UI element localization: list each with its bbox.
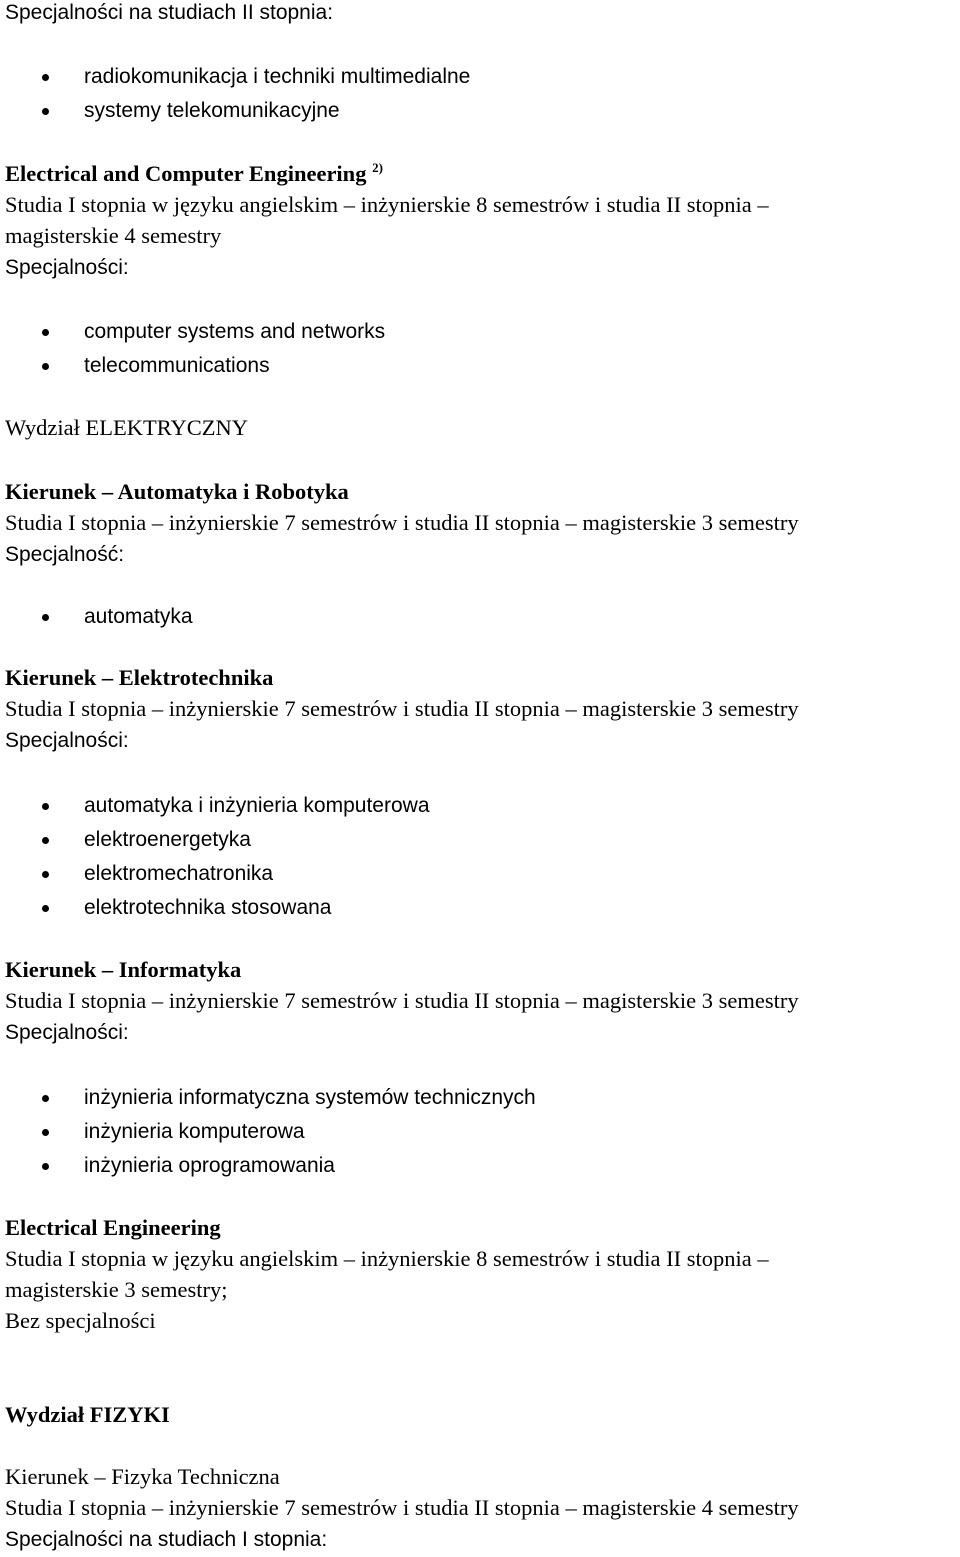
- faculty-heading: Wydział ELEKTRYCZNY: [5, 415, 248, 440]
- list-item: elektromechatronika: [84, 862, 274, 885]
- spec-heading: Specjalność:: [5, 543, 125, 566]
- bullet-icon: [42, 1163, 49, 1170]
- bullet-icon: [42, 363, 49, 370]
- list-item: elektrotechnika stosowana: [84, 896, 332, 919]
- list-item: telecommunications: [84, 354, 270, 377]
- study-info-line: Studia I stopnia – inżynierskie 7 semestrów i studia II stopnia – magisterskie 3 semestry: [5, 510, 799, 535]
- section-title-elektrotechnika: Kierunek – Elektrotechnika: [5, 665, 274, 690]
- bullet-icon: [42, 329, 49, 336]
- list-item: systemy telekomunikacyjne: [84, 99, 340, 122]
- spec-heading: Specjalności:: [5, 1021, 129, 1044]
- list-item: automatyka i inżynieria komputerowa: [84, 794, 430, 817]
- list-item: computer systems and networks: [84, 320, 386, 343]
- study-info-line: Studia I stopnia w języku angielskim – inżynierskie 8 semestrów i studia II stopnia –: [5, 1246, 769, 1271]
- section-title-ft: Kierunek – Fizyka Techniczna: [5, 1464, 280, 1489]
- spec2-heading: Specjalności na studiach II stopnia:: [5, 1, 334, 24]
- section-title-ece: Electrical and Computer Engineering $^{2)}$: [5, 160, 383, 186]
- bullet-icon: [42, 1095, 49, 1102]
- list-item: inżynieria informatyczna systemów technicznych: [84, 1086, 536, 1109]
- spec-heading: Specjalności:: [5, 729, 129, 752]
- list-item: automatyka: [84, 605, 193, 628]
- bullet-icon: [42, 837, 49, 844]
- study-info-line: Studia I stopnia – inżynierskie 7 semestrów i studia II stopnia – magisterskie 3 semestry: [5, 988, 799, 1013]
- section-title-ee: Electrical Engineering: [5, 1215, 221, 1240]
- spec-heading: Specjalności:: [5, 256, 129, 279]
- study-info-line: magisterskie 3 semestry;: [5, 1277, 228, 1302]
- spec-heading: Specjalności na studiach I stopnia:: [5, 1528, 328, 1551]
- bullet-icon: [42, 1129, 49, 1136]
- bullet-icon: [42, 614, 49, 621]
- study-info-line: Studia I stopnia – inżynierskie 7 semestrów i studia II stopnia – magisterskie 3 semestry: [5, 696, 799, 721]
- list-item: inżynieria oprogramowania: [84, 1154, 335, 1177]
- study-info-line: Studia I stopnia – inżynierskie 7 semestrów i studia II stopnia – magisterskie 4 semestry: [5, 1495, 799, 1520]
- list-item: elektroenergetyka: [84, 828, 251, 851]
- section-title-air: Kierunek – Automatyka i Robotyka: [5, 479, 349, 504]
- bullet-icon: [42, 803, 49, 810]
- bullet-icon: [42, 108, 49, 115]
- study-info-line: Studia I stopnia w języku angielskim – inżynierskie 8 semestrów i studia II stopnia –: [5, 192, 769, 217]
- faculty-heading: Wydział FIZYKI: [5, 1402, 170, 1427]
- bullet-icon: [42, 905, 49, 912]
- bullet-icon: [42, 74, 49, 81]
- bullet-icon: [42, 871, 49, 878]
- section-title-informatyka: Kierunek – Informatyka: [5, 957, 242, 982]
- study-info-line: magisterskie 4 semestry: [5, 223, 222, 248]
- no-spec-note: Bez specjalności: [5, 1308, 156, 1333]
- list-item: inżynieria komputerowa: [84, 1120, 305, 1143]
- footnote-marker: 2): [372, 160, 383, 175]
- list-item: radiokomunikacja i techniki multimedialne: [84, 65, 471, 88]
